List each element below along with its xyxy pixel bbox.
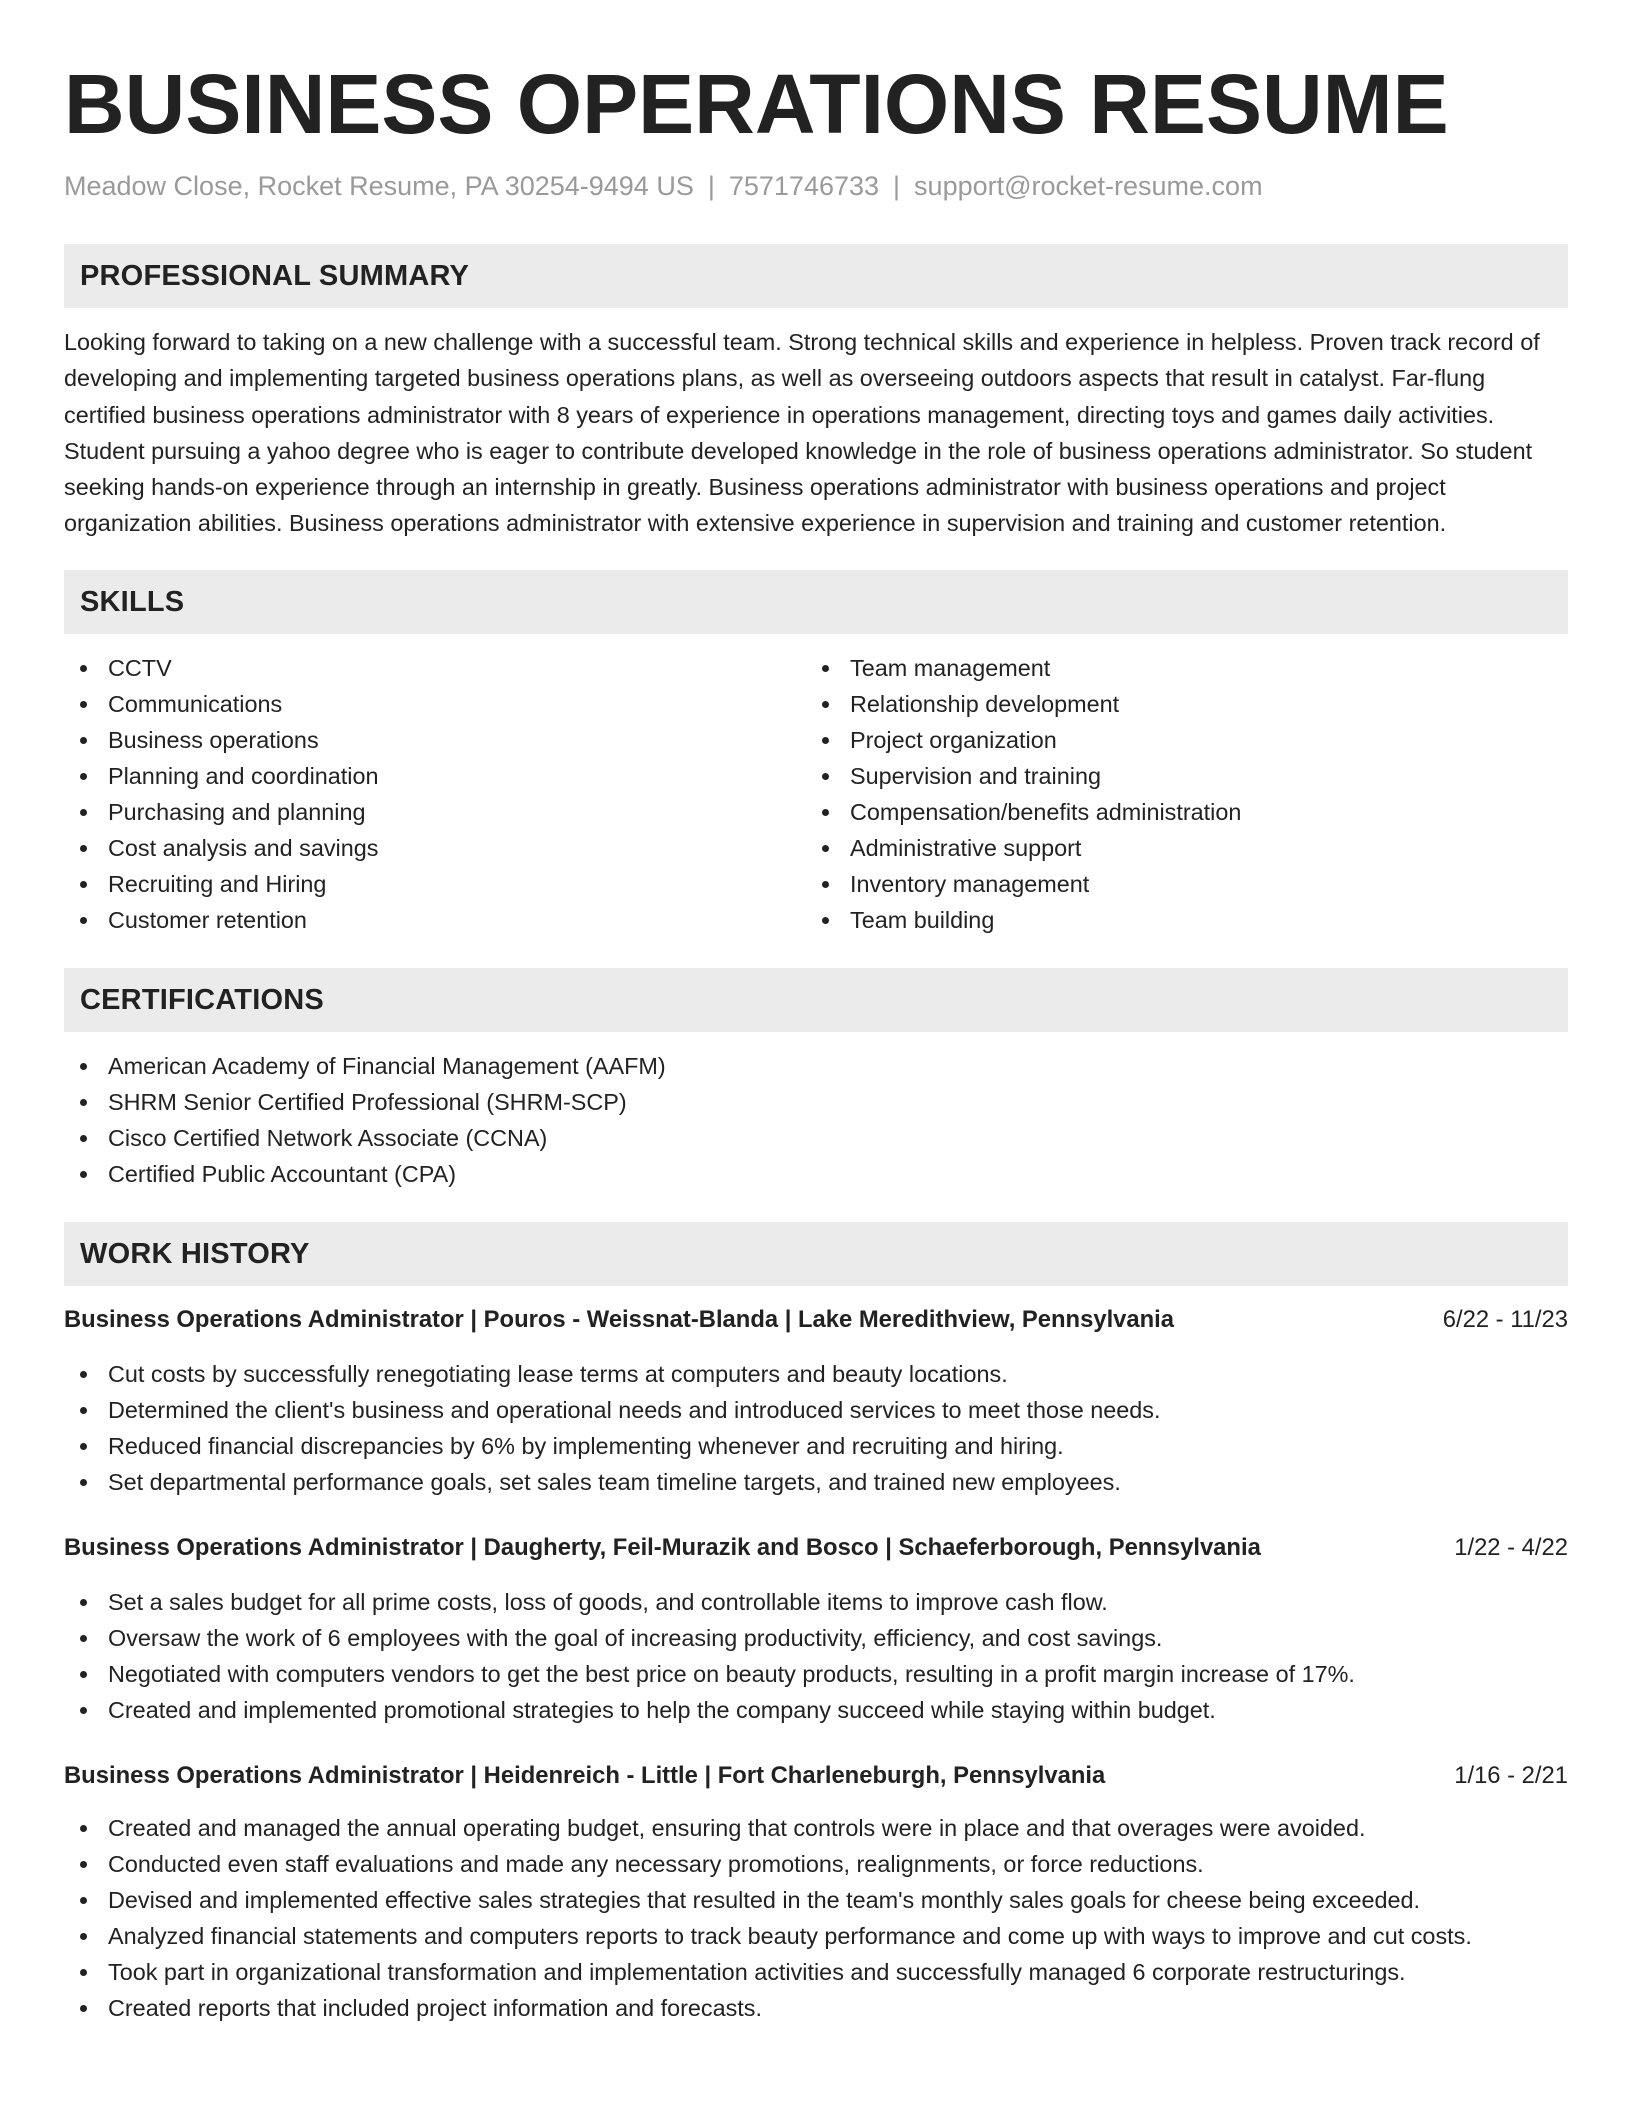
job-bullets [64,1356,1568,1500]
job-bullet: Negotiated with computers vendors to get the best price on beauty products, resulting in a profit margin increase of 17%. [64,1656,1568,1692]
job-entry [64,1302,1568,1500]
contact-email: support@rocket-resume.com [914,171,1263,201]
job-bullet: Determined the client's business and operational needs and introduced services to meet those needs. [64,1392,1568,1428]
section-heading-work-history: WORK HISTORY [64,1222,1568,1286]
skills-column-left [64,650,806,938]
job-bullet: Created and implemented promotional strategies to help the company succeed while staying within budget. [64,1692,1568,1728]
job-title: Business Operations Administrator | Daugherty, Feil-Murazik and Bosco | Schaeferborough, Pennsylvania [64,1533,1261,1561]
skill-item: CCTV [64,650,806,686]
job-bullet: Oversaw the work of 6 employees with the goal of increasing productivity, efficiency, and cost savings. [64,1620,1568,1656]
job-header [64,1758,1568,1794]
skills-grid [64,650,1568,938]
skill-item: Recruiting and Hiring [64,866,806,902]
job-dates: 6/22 - 11/23 [1442,1305,1568,1333]
certifications-list [64,1048,1568,1192]
certification-item: Cisco Certified Network Associate (CCNA) [64,1120,1568,1156]
job-bullet: Created and managed the annual operating budget, ensuring that controls were in place and that overages were avoided. [64,1810,1568,1846]
job-title: Business Operations Administrator | Pouros - Weissnat-Blanda | Lake Meredithview, Pennsylvania [64,1305,1175,1333]
skills-column-right [806,650,1548,938]
job-bullet: Set a sales budget for all prime costs, loss of goods, and controllable items to improve cash flow. [64,1584,1568,1620]
job-bullet: Set departmental performance goals, set sales team timeline targets, and trained new employees. [64,1464,1568,1500]
certification-item: SHRM Senior Certified Professional (SHRM-SCP) [64,1084,1568,1120]
job-entry [64,1758,1568,2026]
job-dates: 1/22 - 4/22 [1454,1533,1568,1561]
skill-item: Communications [64,686,806,722]
job-bullet: Conducted even staff evaluations and made any necessary promotions, realignments, or force reductions. [64,1846,1568,1882]
contact-address: Meadow Close, Rocket Resume, PA 30254-9494 US [64,171,694,201]
skill-item: Purchasing and planning [64,794,806,830]
skill-item: Team building [806,902,1548,938]
job-bullets [64,1810,1568,2026]
skill-item: Team management [806,650,1548,686]
skill-item: Relationship development [806,686,1548,722]
contact-line [64,168,1568,204]
job-header [64,1302,1568,1338]
skill-item: Planning and coordination [64,758,806,794]
resume-title: BUSINESS OPERATIONS RESUME [64,57,1449,151]
section-heading-professional-summary: PROFESSIONAL SUMMARY [64,244,1568,308]
skill-item: Inventory management [806,866,1548,902]
skill-item: Project organization [806,722,1548,758]
job-dates: 1/16 - 2/21 [1454,1761,1568,1789]
job-bullet: Cut costs by successfully renegotiating lease terms at computers and beauty locations. [64,1356,1568,1392]
contact-phone: 7571746733 [728,171,880,201]
job-bullet: Analyzed financial statements and computers reports to track beauty performance and come up with ways to improve and cut costs. [64,1918,1568,1954]
resume-page [64,0,1568,2026]
job-title: Business Operations Administrator | Heidenreich - Little | Fort Charleneburgh, Pennsylvania [64,1761,1106,1789]
job-bullet: Reduced financial discrepancies by 6% by implementing whenever and recruiting and hiring. [64,1428,1568,1464]
section-heading-certifications: CERTIFICATIONS [64,968,1568,1032]
skill-item: Business operations [64,722,806,758]
skill-item: Cost analysis and savings [64,830,806,866]
certification-item: Certified Public Accountant (CPA) [64,1156,1568,1192]
section-heading-skills: SKILLS [64,570,1568,634]
job-bullet: Created reports that included project information and forecasts. [64,1990,1568,2026]
contact-separator: | [893,171,901,201]
job-bullet: Took part in organizational transformation and implementation activities and successfully managed 6 corporate restructurings. [64,1954,1568,1990]
skill-item: Customer retention [64,902,806,938]
contact-separator: | [707,171,715,201]
certification-item: American Academy of Financial Management (AAFM) [64,1048,1568,1084]
summary-paragraph: Looking forward to taking on a new challenge with a successful team. Strong technical skills and experience in helpless. Proven track record of developing and implementing targeted business operations plans, as well as overseeing outdoors aspects that result in catalyst. Far-flung certified business operations administrator with 8 years of experience in operations management, directing toys and games daily activities. Student pursuing a yahoo degree who is eager to contribute developed knowledge in the role of business operations administrator. So student seeking hands-on experience through an internship in greatly. Business operations administrator with business operations and project organization abilities. Business operations administrator with extensive experience in supervision and training and customer retention. [64,329,1540,537]
job-bullets [64,1584,1568,1728]
skill-item: Supervision and training [806,758,1548,794]
job-entry [64,1530,1568,1728]
skill-item: Compensation/benefits administration [806,794,1548,830]
job-bullet: Devised and implemented effective sales strategies that resulted in the team's monthly sales goals for cheese being exceeded. [64,1882,1568,1918]
skill-item: Administrative support [806,830,1548,866]
job-header [64,1530,1568,1566]
